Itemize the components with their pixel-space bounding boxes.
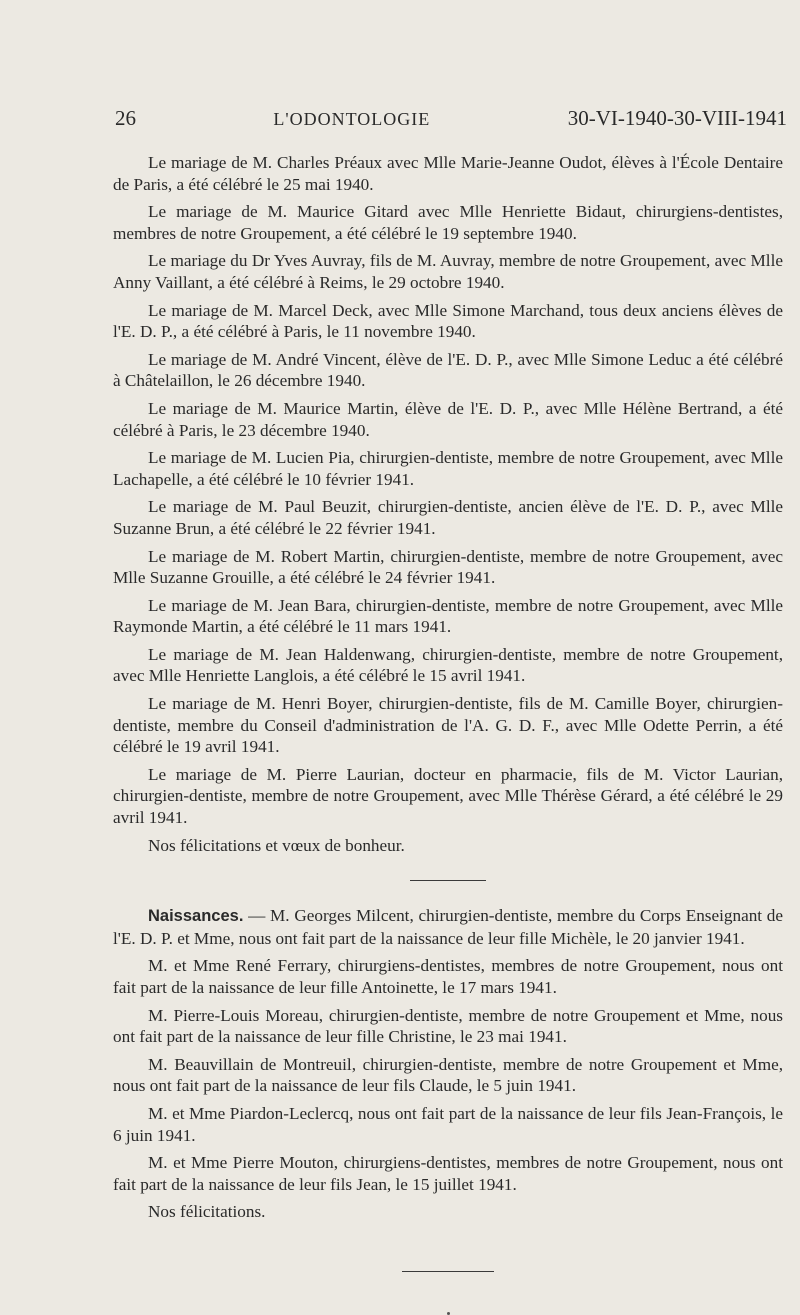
- end-divider: [402, 1271, 494, 1272]
- date-range: 30-VI-1940-30-VIII-1941: [567, 106, 787, 130]
- page-mark-dot: [447, 1312, 450, 1315]
- page-header: [115, 106, 787, 131]
- mariage-paragraph: Le mariage de M. Maurice Martin, élève de l'E. D. P., avec Mlle Hélène Bertrand, a été célébré à Paris, le 23 décembre 1940.: [113, 398, 783, 440]
- section-divider: [410, 880, 486, 881]
- naissance-paragraph: M. Pierre-Louis Moreau, chirurgien-dentiste, membre de notre Groupement et Mme, nous ont fait part de la naissance de leur fille Christine, le 23 mai 1941.: [113, 1005, 783, 1047]
- naissance-paragraph: M. et Mme Pierre Mouton, chirurgiens-dentistes, membres de notre Groupement, nous ont fait part de la naissance de leur fils Jean, le 15 juillet 1941.: [113, 1153, 783, 1194]
- mariage-paragraph: Le mariage de M. André Vincent, élève de l'E. D. P., avec Mlle Simone Leduc a été célébré à Châtelaillon, le 26 décembre 1940.: [113, 349, 783, 391]
- mariage-paragraph: Le mariage de M. Lucien Pia, chirurgien-dentiste, membre de notre Groupement, avec Mlle Lachapelle, a été célébré le 10 février 1941.: [113, 448, 783, 489]
- mariage-paragraph: Le mariage du Dr Yves Auvray, fils de M. Auvray, membre de notre Groupement, avec Mlle Anny Vaillant, a été célébré à Reims, le 29 octobre 1940.: [113, 251, 783, 292]
- naissance-paragraph: M. et Mme René Ferrary, chirurgiens-dentistes, membres de notre Groupement, nous ont fait part de la naissance de leur fille Antoinette, le 17 mars 1941.: [113, 956, 783, 997]
- mariages-section: [113, 152, 783, 856]
- closing-congratulations: Nos félicitations.: [148, 1202, 266, 1222]
- mariage-paragraph: Le mariage de M. Maurice Gitard avec Mlle Henriette Bidaut, chirurgiens-dentistes, membres de notre Groupement, a été célébré le 19 septembre 1940.: [113, 202, 783, 243]
- mariage-paragraph: Le mariage de M. Robert Martin, chirurgien-dentiste, membre de notre Groupement, avec Mlle Suzanne Grouille, a été célébré le 24 février 1941.: [113, 546, 783, 588]
- mariage-paragraph: Le mariage de M. Jean Bara, chirurgien-dentiste, membre de notre Groupement, avec Mlle Raymonde Martin, a été célébré le 11 mars 1941.: [113, 595, 783, 637]
- mariage-paragraph: Le mariage de M. Paul Beuzit, chirurgien-dentiste, ancien élève de l'E. D. P., avec Mlle Suzanne Brun, a été célébré le 22 février 1941.: [113, 497, 783, 538]
- mariage-paragraph: Le mariage de M. Jean Haldenwang, chirurgien-dentiste, membre de notre Groupement, avec Mlle Henriette Langlois, a été célébré le 15 avril 1941.: [113, 644, 783, 686]
- journal-title: L'ODONTOLOGIE: [273, 109, 431, 129]
- mariage-paragraph: Le mariage de M. Charles Préaux avec Mlle Marie-Jeanne Oudot, élèves à l'École Dentaire de Paris, a été célébré le 25 mai 1940.: [113, 153, 783, 194]
- naissances-section: [113, 905, 783, 1223]
- mariage-paragraph: Le mariage de M. Henri Boyer, chirurgien-dentiste, fils de M. Camille Boyer, chirurgien-dentiste, membre du Conseil d'administration de l'A. G. D. F., avec Mlle Odette Perrin, a été célébré le 19 avril 1941.: [113, 694, 783, 757]
- naissance-paragraph: [113, 905, 783, 949]
- page-number: 26: [115, 106, 136, 130]
- naissance-paragraph: M. Beauvillain de Montreuil, chirurgien-dentiste, membre de notre Groupement et Mme, nous ont fait part de la naissance de leur fils Claude, le 5 juin 1941.: [113, 1054, 783, 1096]
- mariage-paragraph: Le mariage de M. Marcel Deck, avec Mlle Simone Marchand, tous deux anciens élèves de l'E. D. P., a été célébré à Paris, le 11 novembre 1940.: [113, 300, 783, 342]
- closing-wishes: Nos félicitations et vœux de bonheur.: [148, 835, 405, 855]
- naissances-heading: Naissances.: [148, 907, 244, 926]
- mariage-paragraph: Le mariage de M. Pierre Laurian, docteur en pharmacie, fils de M. Victor Laurian, chirurgien-dentiste, membre de notre Groupement, avec Mlle Thérèse Gérard, a été célébré le 29 avril 1941.: [113, 764, 783, 828]
- naissance-paragraph: M. et Mme Piardon-Leclercq, nous ont fait part de la naissance de leur fils Jean-François, le 6 juin 1941.: [113, 1103, 783, 1145]
- naissance-first-text: — M. Georges Milcent, chirurgien-dentiste, membre du Corps Enseignant de l'E. D. P. et Mme, nous ont fait part de la naissance de leur fille Michèle, le 20 janvier 1941.: [113, 906, 783, 948]
- page-body: [113, 152, 783, 1315]
